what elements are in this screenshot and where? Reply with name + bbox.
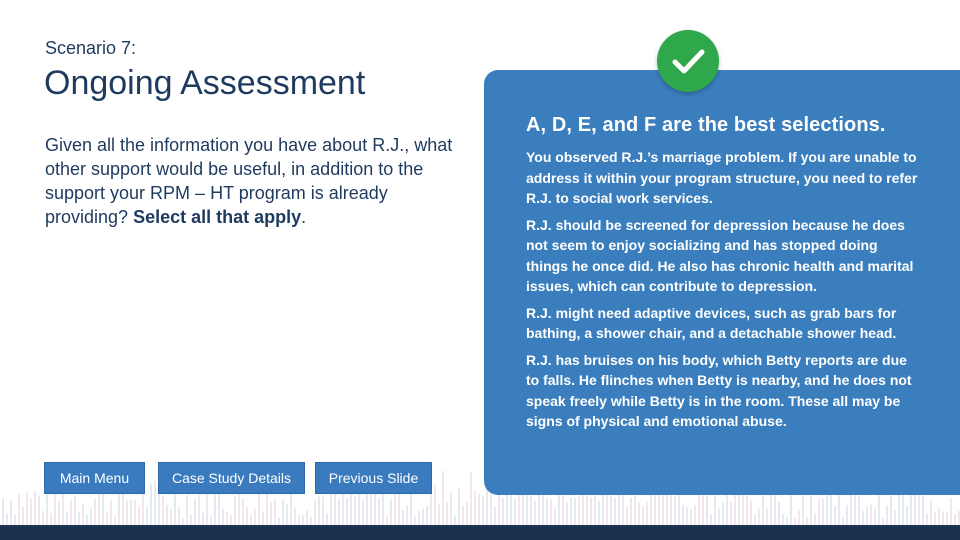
scenario-label: Scenario 7: (45, 38, 137, 58)
question-end: . (301, 207, 307, 227)
page-title: Ongoing Assessment (44, 64, 366, 102)
feedback-panel (484, 70, 960, 495)
question-body: Given all the information you have about R.J., what other support would be useful, in addition to the support your RPM – HT program is already providing? (45, 135, 453, 227)
feedback-paragraph: R.J. has bruises on his body, which Betty reports are due to falls. He flinches when Betty is nearby, and he does not speak freely while Betty is in the room. These all may be signs of physical and emotional abuse. (526, 351, 912, 429)
feedback-paragraph: R.J. should be screened for depression because he does not seem to enjoy socializing and has stopped doing things he once did. He also has chronic health and marital issues, which can contribute to depression. (526, 216, 914, 294)
checkmark-icon (657, 30, 719, 92)
feedback-paragraph: R.J. might need adaptive devices, such as grab bars for bathing, a shower chair, and a detachable shower head. (526, 304, 897, 341)
previous-slide-button[interactable]: Previous Slide (315, 462, 432, 494)
feedback-paragraph: You observed R.J.’s marriage problem. If you are unable to address it within your program structure, you need to refer R.J. to social work services. (526, 149, 918, 206)
question-emphasis: Select all that apply (133, 207, 302, 227)
case-study-details-button[interactable]: Case Study Details (158, 462, 305, 494)
footer-bar (0, 525, 960, 540)
feedback-heading: A, D, E, and F are the best selections. (526, 114, 886, 136)
main-menu-button[interactable]: Main Menu (44, 462, 145, 494)
question-text (45, 133, 455, 229)
